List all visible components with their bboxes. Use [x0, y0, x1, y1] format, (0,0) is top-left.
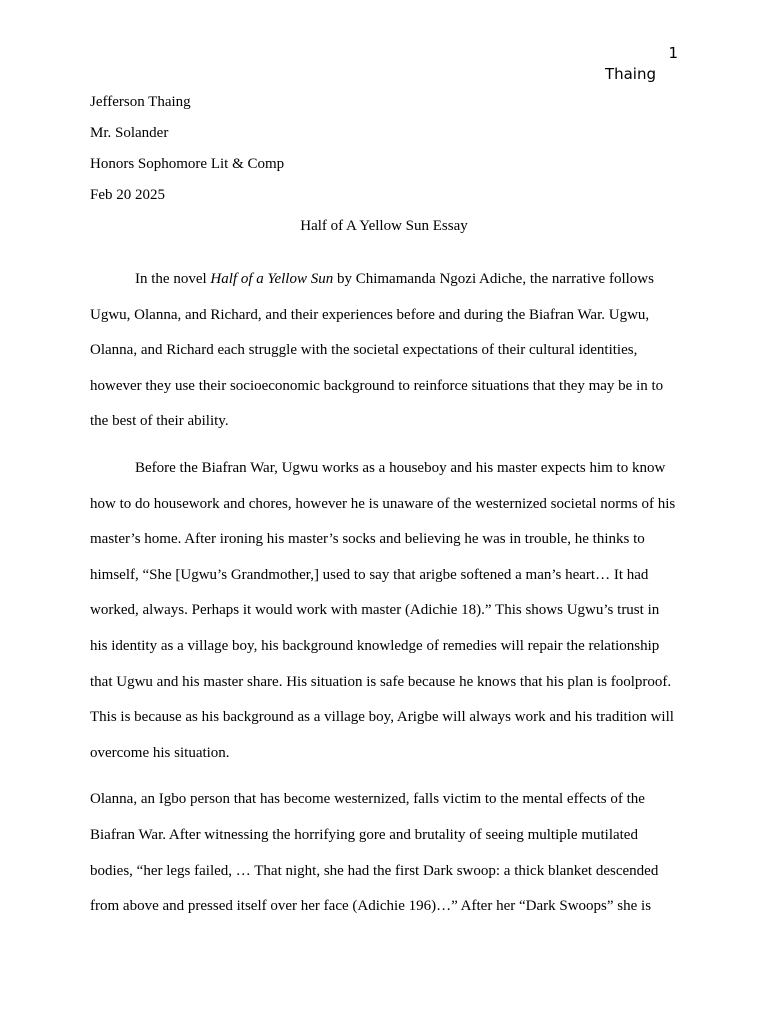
student-name: Jefferson Thaing: [90, 94, 191, 110]
paragraph-olanna: Olanna, an Igbo person that has become westernized, falls victim to the mental effects of the Biafran War. After witnessing the horrifying gore and brutality of seeing multiple mutilated bodies, “her legs failed, … That night, she had the first Dark swoop: a thick blanket descended from above and pressed itself over her face (Adichie 196)…” After her “Dark Swoops” she is: [90, 791, 659, 915]
paragraph-intro: [90, 262, 678, 440]
essay-body: [90, 92, 678, 925]
paragraph-ugwu: Before the Biafran War, Ugwu works as a houseboy and his master expects him to know how to do housework and chores, however he is unaware of the westernized societal norms of his master’s home. After ironing his master’s socks and believing he was in trouble, he thinks to himself, “She [Ugwu’s Grandmother,] used to say that arigbe softened a man’s heart… It had worked, always. Perhaps it would work with master (Adichie 18).” This shows Ugwu’s trust in his identity as a village boy, his background knowledge of remedies will repair the relationship that Ugwu and his master share. His situation is safe because he knows that his plan is foolproof. This is because as his background as a village boy, Arigbe will always work and his tradition will overcome his situation.: [90, 459, 676, 761]
essay-date: Feb 20 2025: [90, 187, 165, 203]
running-header: [605, 44, 678, 83]
book-title: Half of a Yellow Sun: [210, 271, 334, 287]
course-name: Honors Sophomore Lit & Comp: [90, 156, 285, 172]
teacher-name: Mr. Solander: [90, 125, 169, 141]
essay-title: Half of A Yellow Sun Essay: [300, 218, 468, 234]
paragraph-intro-lead: In the novel: [135, 271, 211, 287]
header-surname: Thaing: [604, 65, 656, 83]
paragraph-intro-rest: by Chimamanda Ngozi Adiche, the narrative follows Ugwu, Olanna, and Richard, and their experiences before and during the Biafran War. Ugwu, Olanna, and Richard each struggle with the societal expectations of their cultural identities, however they use their socioeconomic background to reinforce situations that they may be in to the best of their ability.: [90, 271, 664, 430]
page-number: 1: [668, 44, 678, 62]
